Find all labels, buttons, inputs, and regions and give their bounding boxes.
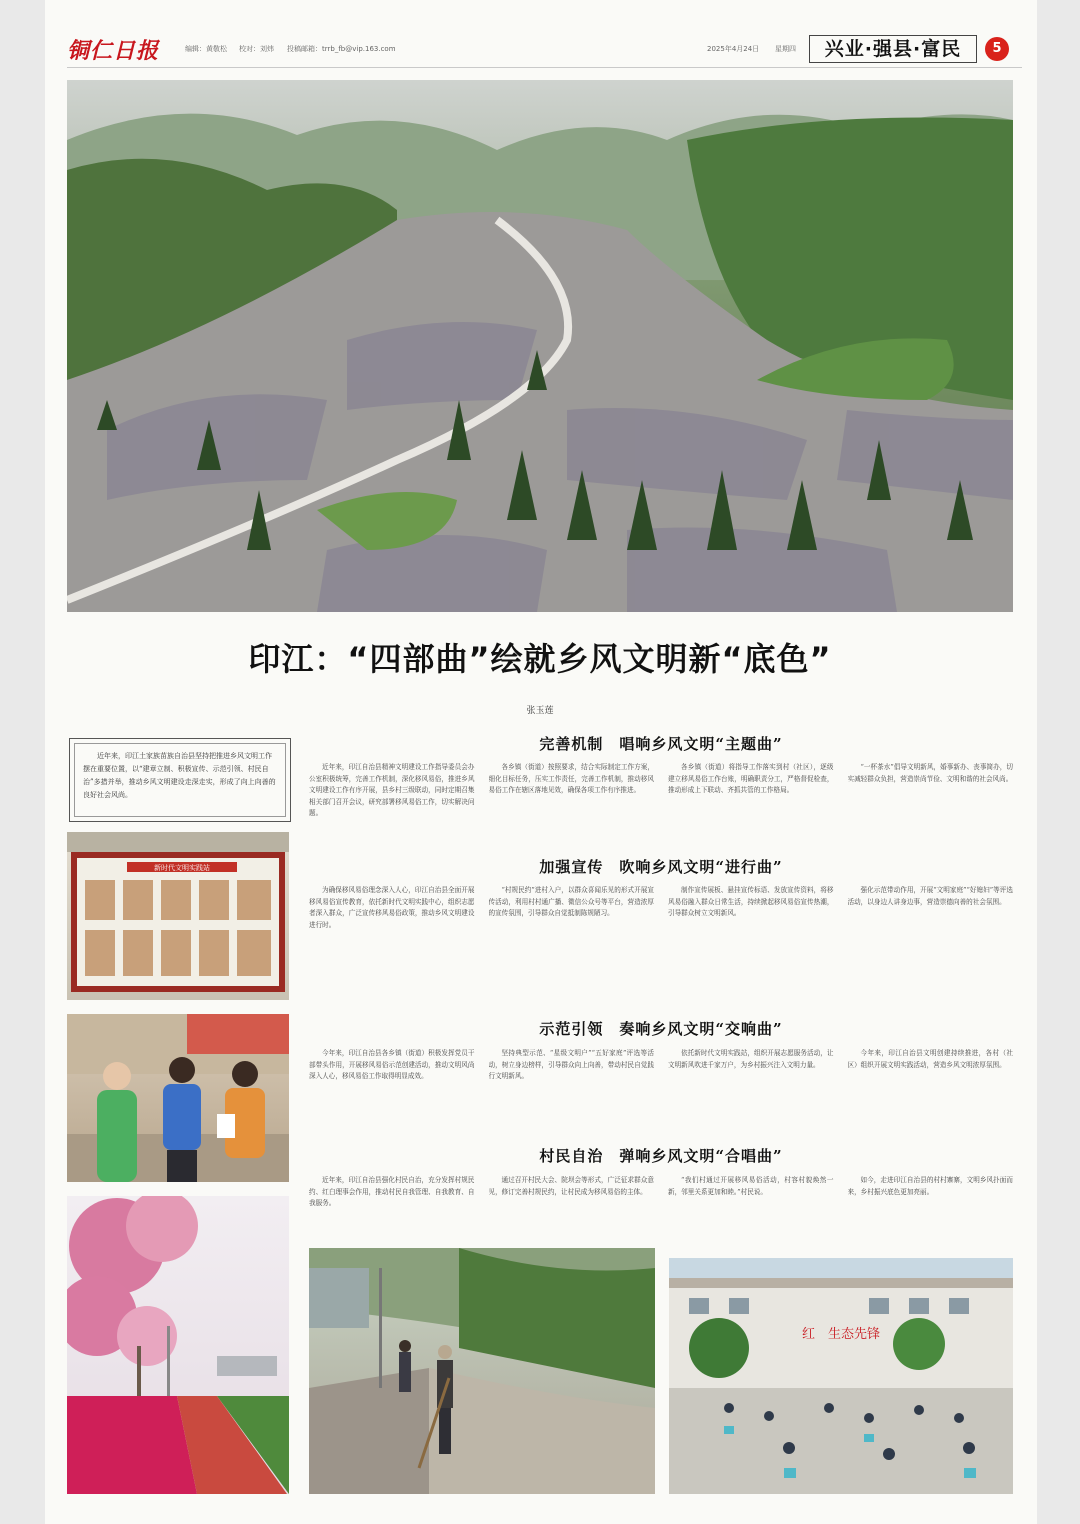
paragraph: 各乡镇（街道）按照要求，结合实际制定工作方案，细化目标任务，压实工作责任，完善工作机制，推动移风易俗工作在辖区落地见效，确保各项工作有序推进。 [488,763,654,794]
text-column [309,885,475,1011]
text-column [668,1175,834,1237]
volunteers-illustration [67,1014,289,1182]
article-byline: 张玉莲 [526,706,554,716]
paragraph: 强化示范带动作用，开展“文明家庭”“好媳妇”等评选活动，以身边人讲身边事，营造崇德向善的社会氛围。 [847,886,1013,906]
text-column [489,1048,655,1140]
section-1-columns [309,762,1013,850]
text-column [668,885,834,1011]
paragraph: 如今，走进印江自治县的村村寨寨，文明乡风扑面而来，乡村振兴底色更加亮丽。 [847,1176,1013,1196]
bulletin-board-photo [67,832,289,1000]
blossom-path-illustration [67,1196,289,1494]
section-heading-4: 村民自治 弹响乡风文明“合唱曲” [539,1147,783,1165]
paragraph: 坚持典型示范、“星级文明户”“五好家庭”评选等活动，树立身边榜样，引导群众向上向善，带动村民自觉践行文明新风。 [488,1049,654,1080]
text-column [309,762,475,850]
paragraph: 通过召开村民大会、院坝会等形式，广泛征求群众意见，修订完善村规民约，让村民成为移风易俗的主体。 [488,1176,654,1196]
text-column [489,885,655,1011]
text-column [848,885,1014,1011]
section-heading-3: 示范引领 奏响乡风文明“交响曲” [539,1020,783,1038]
text-column [848,762,1014,850]
text-column [668,762,834,850]
building-banner-text: 红 生态先锋 [801,1327,881,1342]
paragraph: “我们村通过开展移风易俗活动，村容村貌焕然一新，邻里关系更加和睦。”村民说。 [668,1176,834,1196]
paper-logo: 铜仁日报 [67,38,160,64]
paragraph: 各乡镇（街道）将指导工作落实到村（社区），逐级建立移风易俗工作台账，明确职责分工，严格督促检查，推动形成上下联动、齐抓共管的工作格局。 [668,763,834,794]
issue-weekday: 星期四 [775,45,796,53]
section-3-columns [309,1048,1013,1140]
page-number-badge: 5 [985,37,1009,61]
text-column [848,1048,1014,1140]
masthead [67,30,1022,68]
proofreader-credit: 校对：刘炜 [239,45,274,53]
section-heading-1: 完善机制 唱响乡风文明“主题曲” [539,735,783,753]
summary-box [69,738,291,822]
section-title-box [809,35,977,63]
article-headline: 印江：“四部曲”绘就乡风文明新“底色” [248,640,832,678]
section-4-columns [309,1175,1013,1237]
paragraph: 近年来，印江自治县精神文明建设工作指导委员会办公室积极统筹，完善工作机制，深化移风易俗，推进乡风文明建设工作有序开展，县乡村三级联动，同时定期召集相关部门召开会议，研究部署移风易俗工作，切实解决问题。 [309,763,475,817]
sweeping-road-illustration [309,1248,655,1494]
text-column [668,1048,834,1140]
paragraph: “村规民约”进村入户，以群众喜闻乐见的形式开展宣传活动，利用村村通广播、微信公众号等平台，营造浓厚的宣传氛围，引导群众自觉抵制陈规陋习。 [488,886,654,917]
section-title: 兴业·强县·富民 [824,38,962,60]
paragraph: 今年来，印江自治县各乡镇（街道）积极发挥党员干部带头作用，开展移风易俗示范创建活动，推动文明风尚深入人心，移风易俗工作取得明显成效。 [309,1049,475,1080]
hero-illustration [67,80,1013,612]
volunteers-photo [67,1014,289,1182]
text-column [489,762,655,850]
sweeping-road-photo [309,1248,655,1494]
text-column [309,1175,475,1237]
paragraph: 为确保移风易俗理念深入人心，印江自治县全面开展移风易俗宣传教育，依托新时代文明实践中心，组织志愿者深入群众，广泛宣传移风易俗政策，推动乡风文明建设进行时。 [309,886,475,929]
section-heading-2: 加强宣传 吹响乡风文明“进行曲” [539,858,783,876]
paragraph: 今年来，印江自治县文明创建持续推进，各村（社区）组织开展文明实践活动，营造乡风文明浓厚氛围。 [847,1049,1013,1069]
editor-credit: 编辑：黄敬松 [185,45,227,53]
summary-text: 近年来，印江土家族苗族自治县坚持把推进乡风文明工作摆在重要位置，以“建章立制、积极宣传、示范引领、村民自治”多措并举，推动乡风文明建设走深走实，形成了向上向善的良好社会风尚。 [74,743,286,817]
courtyard-meeting-illustration [669,1258,1013,1494]
newspaper-page [45,0,1037,1524]
courtyard-meeting-photo [669,1258,1013,1494]
bulletin-board-illustration [67,832,289,1000]
paragraph: 近年来，印江自治县强化村民自治，充分发挥村规民约、红白理事会作用，推动村民自我管理、自我教育、自我服务。 [309,1176,475,1207]
board-banner-text: 新时代文明实践站 [154,864,210,872]
hero-photo [67,80,1013,612]
text-column [309,1048,475,1140]
blossom-path-photo [67,1196,289,1494]
issue-date: 2025年4月24日 [707,45,760,53]
paragraph: 依托新时代文明实践站，组织开展志愿服务活动，让文明新风吹进千家万户，为乡村振兴注入文明力量。 [668,1049,834,1069]
text-column [489,1175,655,1237]
paragraph: “一杯茶水”倡导文明新风，婚事新办、丧事简办，切实减轻群众负担，营造崇尚节俭、文明和谐的社会风尚。 [847,763,1013,783]
submission-email: 投稿邮箱：trrb_fb@vip.163.com [287,45,396,53]
section-2-columns [309,885,1013,1011]
paragraph: 制作宣传展板、悬挂宣传标语、发放宣传资料，将移风易俗融入群众日常生活，持续掀起移风易俗宣传热潮，引导群众树立文明新风。 [668,886,834,917]
text-column [848,1175,1014,1237]
